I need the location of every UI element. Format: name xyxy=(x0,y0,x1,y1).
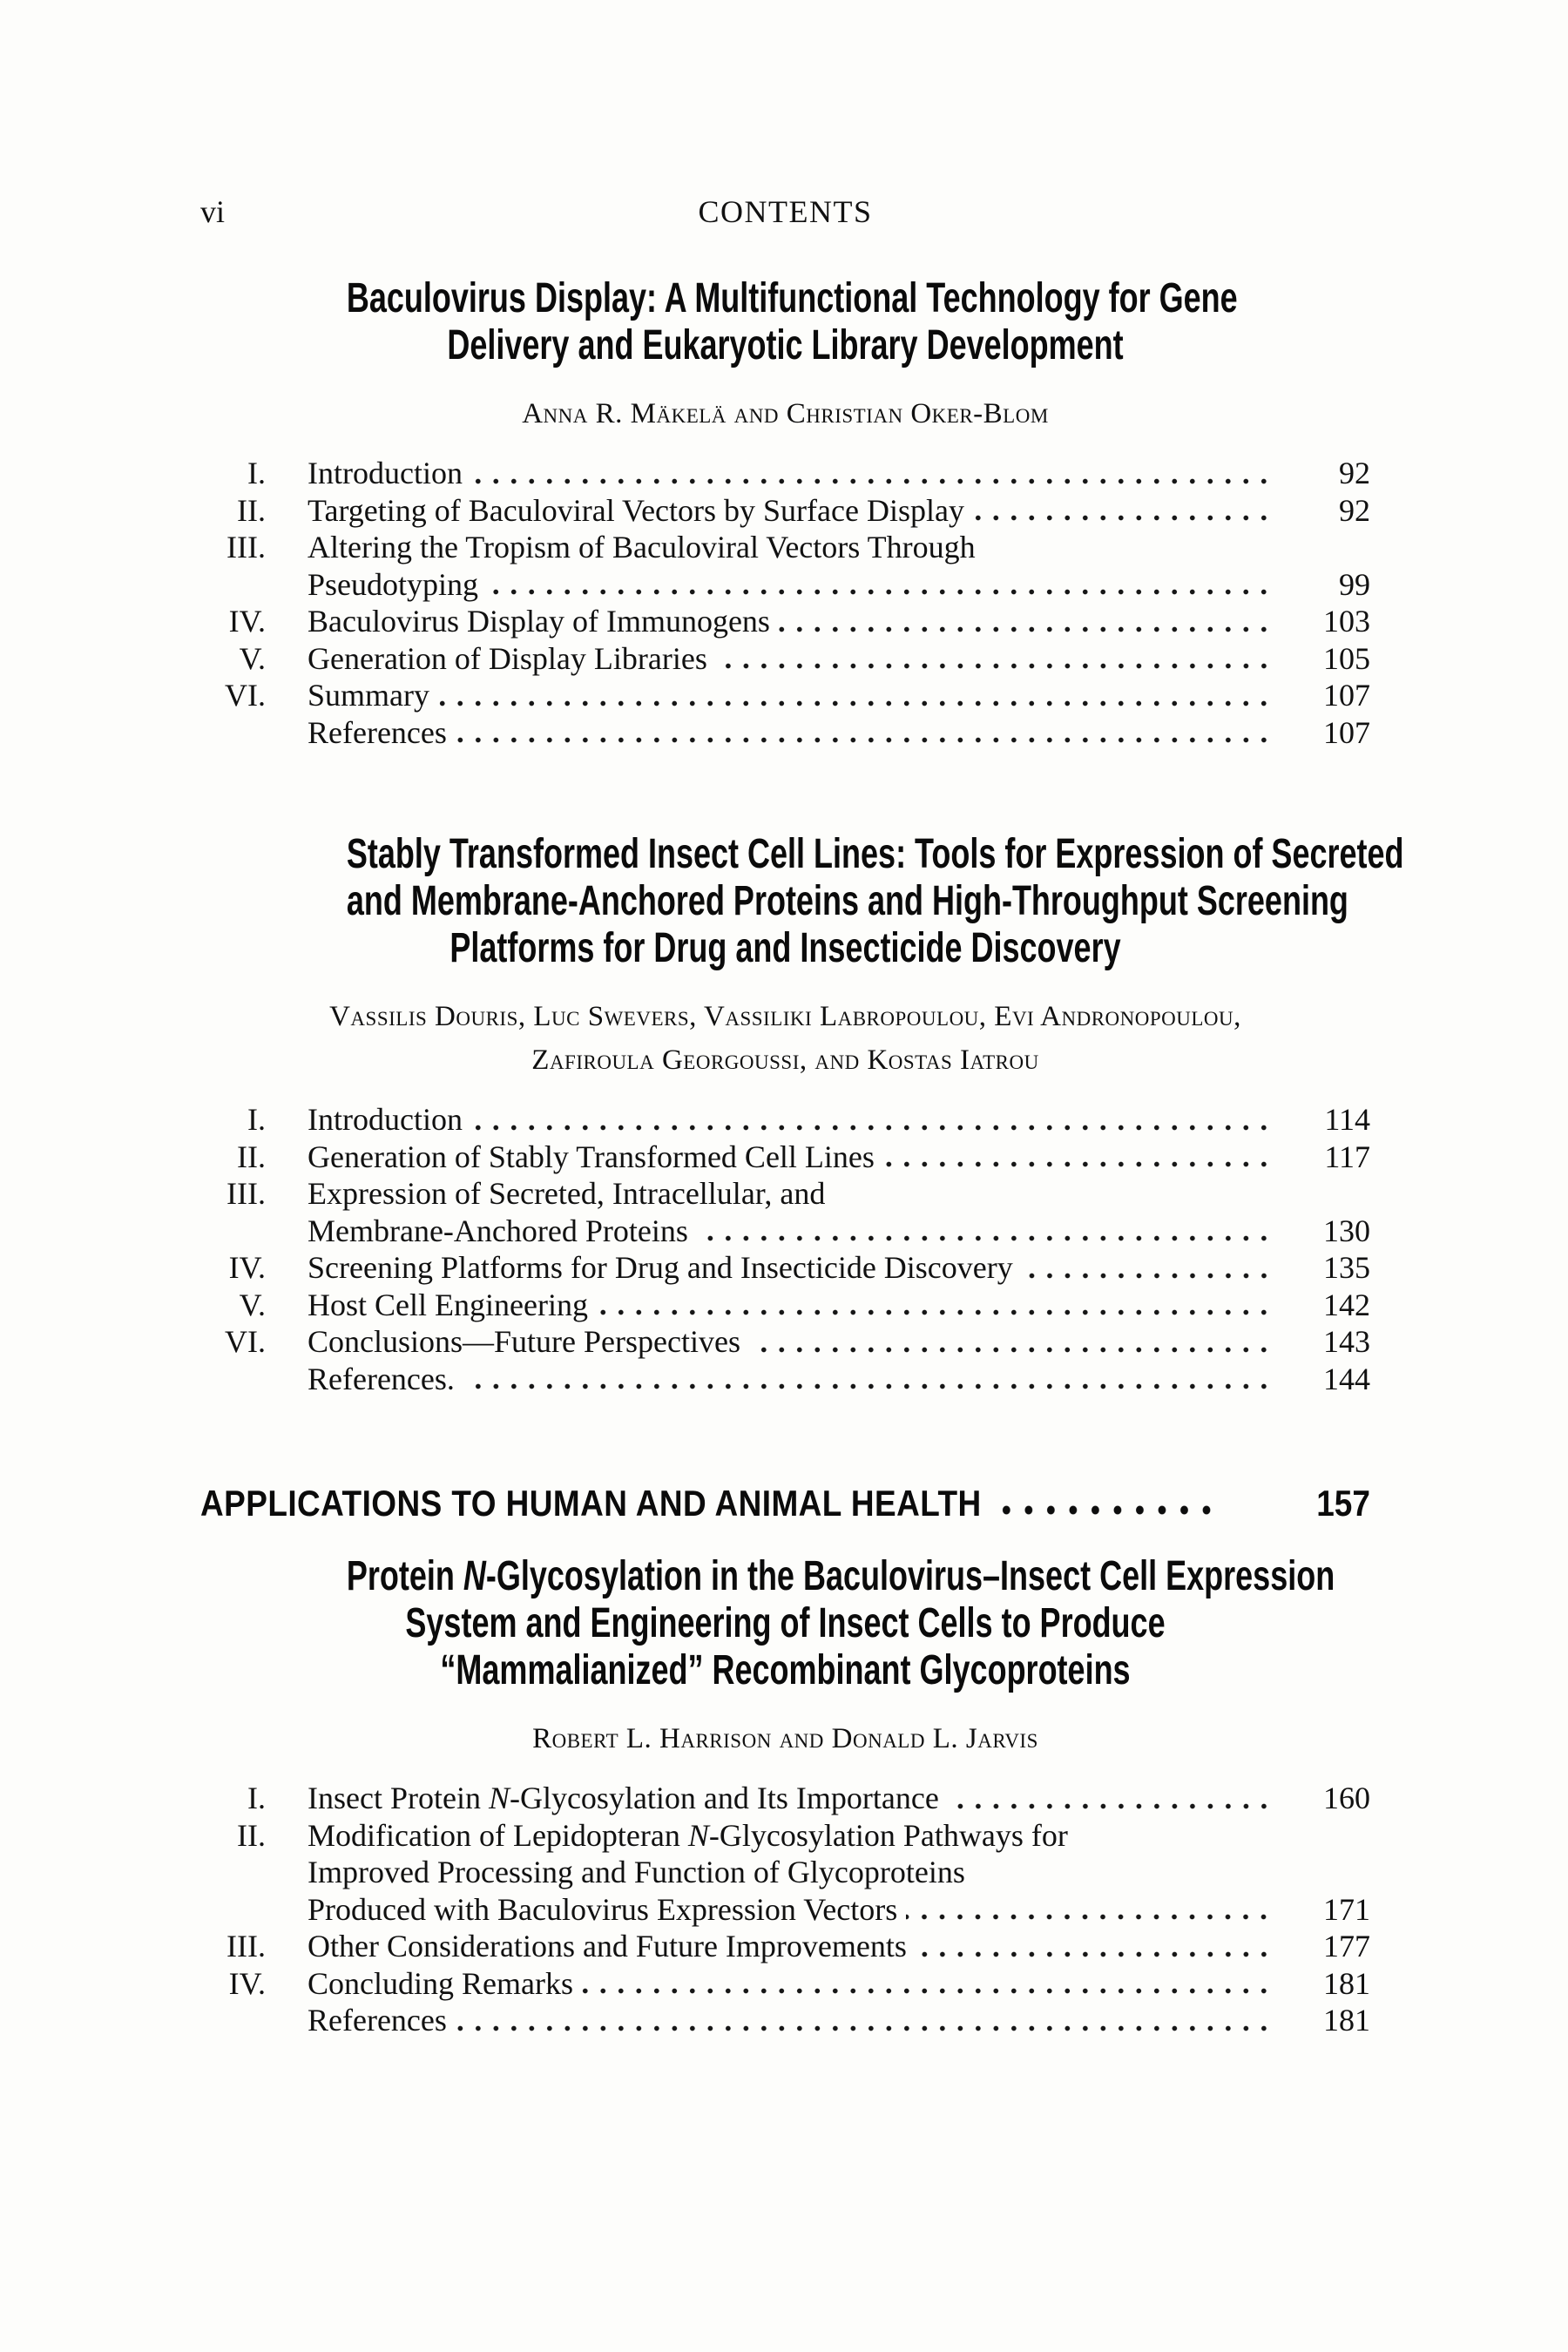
toc-page-number: 117 xyxy=(1324,1139,1370,1174)
toc-entry-number: VI. xyxy=(225,1324,266,1359)
chapter-section xyxy=(200,831,1404,1397)
toc-leader-dots xyxy=(463,1361,1275,1398)
toc-row xyxy=(200,1287,1370,1324)
chapter-section xyxy=(200,275,1370,751)
chapter-toc xyxy=(200,455,1370,751)
toc-entry-label: Pseudotyping xyxy=(308,566,479,602)
toc-row xyxy=(200,714,1370,752)
chapter-authors-line: Robert L. Harrison and Donald L. Jarvis xyxy=(532,1723,1038,1754)
toc-leader-dots xyxy=(438,677,1275,714)
chapter-authors-line: Vassilis Douris, Luc Swevers, Vassiliki Labropoulou, Evi Andronopoulou, xyxy=(329,1001,1241,1032)
toc-page-number: 160 xyxy=(1323,1781,1370,1815)
chapter-title xyxy=(200,1553,1370,1694)
toc-row xyxy=(200,1361,1370,1398)
toc-leader-dots xyxy=(973,492,1275,530)
page-folio: vi xyxy=(200,194,226,229)
toc-entry-label: Summary xyxy=(308,678,429,713)
toc-entry-number: I. xyxy=(247,1781,266,1815)
toc-row xyxy=(200,529,1370,566)
toc-leader-dots xyxy=(1022,1249,1275,1287)
page-title: CONTENTS xyxy=(698,194,873,229)
toc-row xyxy=(200,455,1370,492)
toc-row xyxy=(200,492,1370,530)
toc-entry-label: References xyxy=(308,2003,447,2038)
toc-page-number: 114 xyxy=(1324,1102,1370,1137)
part-heading-label: APPLICATIONS TO HUMAN AND ANIMAL HEALTH xyxy=(200,1483,982,1524)
toc-leader-dots xyxy=(471,455,1275,492)
toc-row xyxy=(200,2002,1370,2039)
running-head xyxy=(200,193,1370,230)
toc-entry-label: Modification of Lepidopteran N-Glycosylation Pathways for xyxy=(308,1817,1068,1853)
toc-entry-number: II. xyxy=(237,1139,266,1174)
chapter-title xyxy=(200,831,1404,972)
part-heading-row xyxy=(200,1482,1370,1525)
toc-entry-label: Host Cell Engineering xyxy=(308,1287,588,1322)
toc-page-number: 177 xyxy=(1323,1929,1370,1963)
toc-entry-number: III. xyxy=(226,530,266,564)
chapter-authors xyxy=(200,392,1370,436)
toc-entry-number: IV. xyxy=(228,1965,266,2001)
toc-page-number: 92 xyxy=(1339,456,1370,490)
toc-entry-label: Introduction xyxy=(308,456,463,490)
chapter-title-line: Protein N-Glycosylation in the Baculovirus–Insect Cell Expression xyxy=(346,1553,1335,1599)
toc-leader-dots xyxy=(456,714,1275,752)
toc-row xyxy=(200,1249,1370,1287)
toc-entry-label: References. xyxy=(308,1361,455,1396)
chapter-title-line: Stably Transformed Insect Cell Lines: Tools for Expression of Secreted xyxy=(346,831,1404,877)
toc-leader-dots xyxy=(456,2002,1275,2039)
toc-page-number: 144 xyxy=(1323,1361,1370,1396)
toc-page-number: 107 xyxy=(1323,714,1370,750)
chapter-authors xyxy=(200,995,1370,1082)
toc-page-number: 143 xyxy=(1323,1324,1370,1359)
toc-row xyxy=(200,640,1370,678)
toc-entry-label: Introduction xyxy=(308,1102,463,1137)
toc-entry-label: Other Considerations and Future Improvements xyxy=(308,1929,907,1963)
toc-entry-label: Produced with Baculovirus Expression Vectors xyxy=(308,1891,898,1927)
part-leader-dots xyxy=(994,1482,1224,1525)
toc-entry-label: Targeting of Baculoviral Vectors by Surface Display xyxy=(308,492,964,528)
toc-entry-number: I. xyxy=(247,1102,266,1137)
toc-entry-number: III. xyxy=(226,1929,266,1963)
chapter-toc xyxy=(200,1101,1370,1397)
toc-leader-dots xyxy=(906,1891,1275,1929)
toc-leader-dots xyxy=(948,1780,1275,1817)
toc-leader-dots xyxy=(779,603,1275,640)
contents-blocks xyxy=(200,275,1404,2039)
toc-leader-dots xyxy=(883,1139,1275,1176)
toc-page-number: 130 xyxy=(1323,1213,1370,1248)
toc-page-number: 135 xyxy=(1323,1250,1370,1285)
toc-entry-number: II. xyxy=(237,1817,266,1853)
toc-row xyxy=(200,1780,1370,1817)
chapter-title xyxy=(200,275,1370,369)
toc-entry-label: Altering the Tropism of Baculoviral Vectors Through xyxy=(308,530,976,564)
chapter-authors-line: Zafiroula Georgoussi, and Kostas Iatrou xyxy=(531,1044,1039,1076)
chapter-authors xyxy=(200,1717,1370,1761)
toc-entry-label: Baculovirus Display of Immunogens xyxy=(308,604,770,639)
toc-leader-dots xyxy=(487,566,1275,604)
toc-row xyxy=(200,566,1370,604)
toc-page-number: 99 xyxy=(1339,566,1370,602)
chapter-title-line: Platforms for Drug and Insecticide Discovery xyxy=(449,925,1121,971)
toc-entry-label: References xyxy=(308,714,447,750)
toc-row xyxy=(200,603,1370,640)
toc-leader-dots xyxy=(916,1928,1275,1965)
toc-entry-label: Generation of Display Libraries xyxy=(308,640,707,676)
toc-entry-label: Screening Platforms for Drug and Insecticide Discovery xyxy=(308,1250,1013,1285)
toc-row xyxy=(200,1213,1370,1250)
chapter-section xyxy=(200,1553,1370,2039)
toc-entry-label: Generation of Stably Transformed Cell Lines xyxy=(308,1139,875,1174)
toc-entry-number: VI. xyxy=(225,678,266,713)
toc-entry-label: Insect Protein N-Glycosylation and Its Importance xyxy=(308,1781,939,1815)
chapter-title-line: Delivery and Eukaryotic Library Development xyxy=(447,322,1124,368)
chapter-title-line: System and Engineering of Insect Cells to Produce xyxy=(405,1600,1166,1646)
toc-leader-dots xyxy=(697,1213,1275,1250)
toc-entry-number: IV. xyxy=(228,604,266,639)
toc-row xyxy=(200,1139,1370,1176)
toc-row xyxy=(200,1891,1370,1929)
toc-row xyxy=(200,677,1370,714)
toc-entry-number: V. xyxy=(239,1287,266,1322)
toc-leader-dots xyxy=(749,1323,1275,1361)
toc-leader-dots xyxy=(597,1287,1275,1324)
toc-page-number: 103 xyxy=(1323,604,1370,639)
toc-entry-number: II. xyxy=(237,492,266,528)
toc-entry-label: Expression of Secreted, Intracellular, and xyxy=(308,1176,826,1211)
toc-page-number: 181 xyxy=(1323,2003,1370,2038)
toc-row xyxy=(200,1175,1370,1213)
toc-page-number: 105 xyxy=(1323,640,1370,676)
toc-row xyxy=(200,1928,1370,1965)
toc-row xyxy=(200,1965,1370,2003)
chapter-authors-line: Anna R. Mäkelä and Christian Oker-Blom xyxy=(522,398,1049,429)
chapter-toc xyxy=(200,1780,1370,2039)
chapter-title-line: Baculovirus Display: A Multifunctional Technology for Gene xyxy=(346,275,1238,321)
toc-entry-number: III. xyxy=(226,1176,266,1211)
toc-row xyxy=(200,1854,1370,1891)
toc-page-number: 92 xyxy=(1339,492,1370,528)
toc-entry-label: Conclusions—Future Perspectives xyxy=(308,1324,740,1359)
toc-row xyxy=(200,1101,1370,1139)
toc-page-number: 107 xyxy=(1323,678,1370,713)
chapter-title-line: “Mammalianized” Recombinant Glycoproteins xyxy=(440,1647,1131,1693)
toc-row xyxy=(200,1817,1370,1855)
toc-entry-number: IV. xyxy=(228,1250,266,1285)
toc-page-number: 171 xyxy=(1323,1891,1370,1927)
toc-entry-label: Membrane-Anchored Proteins xyxy=(308,1213,688,1248)
toc-leader-dots xyxy=(716,640,1275,678)
toc-leader-dots xyxy=(582,1965,1275,2003)
chapter-title-line: and Membrane-Anchored Proteins and High-Throughput Screening xyxy=(346,878,1348,924)
toc-page-number: 142 xyxy=(1323,1287,1370,1322)
toc-entry-number: I. xyxy=(247,456,266,490)
toc-entry-label: Improved Processing and Function of Glycoproteins xyxy=(308,1855,965,1889)
toc-entry-label: Concluding Remarks xyxy=(308,1965,573,2001)
toc-row xyxy=(200,1323,1370,1361)
toc-leader-dots xyxy=(471,1101,1275,1139)
part-page-number: 157 xyxy=(1316,1483,1370,1524)
toc-entry-number: V. xyxy=(239,640,266,676)
toc-page-number: 181 xyxy=(1323,1965,1370,2001)
